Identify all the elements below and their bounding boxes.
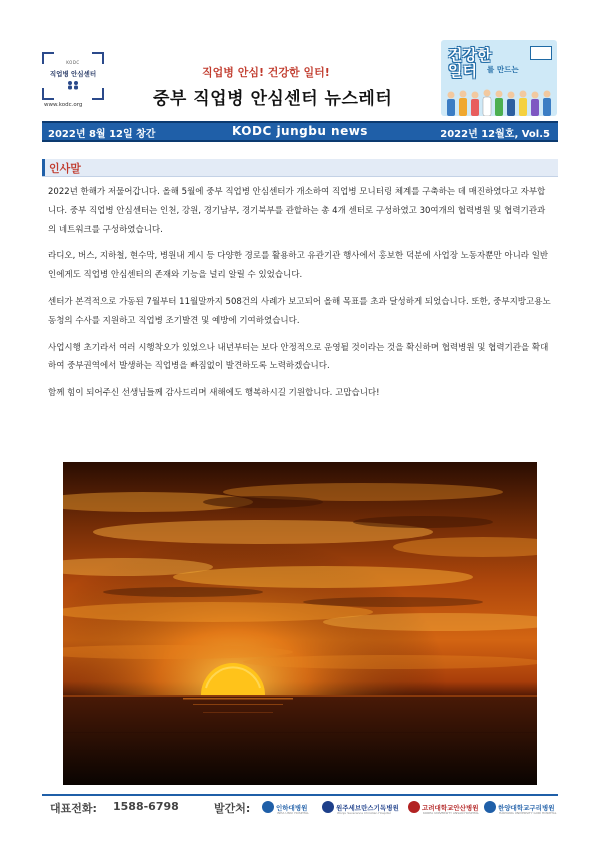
hospital-logo [322,799,399,815]
footer-divider [42,794,558,796]
hospital-name: 고려대학교안산병원 [422,803,479,812]
section-title: 인사말 [49,162,81,175]
tagline: 직업병 안심! 건강한 일터! [202,66,330,79]
publisher-label: 발간처: [214,802,251,815]
logo-frame-corner [92,88,104,100]
hospital-subname: KOREA UNIVERSITY ANSAN HOSPITAL [423,811,479,815]
phone-label: 대표전화: [50,802,97,815]
sunset-photo [63,462,537,785]
phone-number: 1588-6798 [113,800,179,813]
hospital-name: 원주세브란스기독병원 [336,803,399,812]
workers-illustration-icon [443,86,555,116]
logo-name: 직업병 안심센터 [49,70,97,78]
hospital-logo [408,799,479,815]
hospital-subname: HANYANG UNIVERSITY GURI HOSPITAL [499,811,557,815]
issue-info-bar [42,121,558,142]
kodc-logo [42,52,104,100]
section-header [42,159,558,177]
logo-frame-corner [42,88,54,100]
paragraph: 라디오, 버스, 지하철, 현수막, 병원내 게시 등 다양한 경로를 활용하고 유관기관 행사에서 홍보한 덕분에 사업장 노동자뿐만 아니라 일반인에게도 직업병 안심센터의 존재와 기능을 널리 알릴 수 있었습니다. [48,251,549,281]
hospital-subname: INHA UNIV. HOSPITAL [277,811,309,815]
paragraph: 2022년 한해가 저물어갑니다. 올해 5월에 중부 직업병 안심센터가 개소하여 직업병 모니터링 체계를 구축하는 데 매진하였다고 자부합니다. 중부 직업병 안심센터는 인천, 강원, 경기남부, 경기북부를 관할하는 총 4개 센터로 구성하였고 30여개의 협력병원 및 협력기관과의 네트워크를 구성하였습니다. [48,187,546,235]
logo-url: www.kodc.org [44,102,83,108]
hospital-subname: Wonju Severance Christian Hospital [337,811,391,815]
paragraph: 함께 힘이 되어주신 선생님들께 감사드리며 새해에도 행복하시길 기원합니다. 고맙습니다! [48,388,380,399]
hospital-emblem-icon [408,801,420,813]
newsletter-title: 중부 직업병 안심센터 뉴스레터 [153,89,393,109]
issue-number: 2022년 12월호, Vol.5 [440,129,550,140]
banner-big-text [448,47,491,79]
hospital-emblem-icon [322,801,334,813]
newsletter-name: KODC jungbu news [232,124,368,138]
banner-line-1: 건강한 [448,46,492,64]
hospital-logo [262,799,307,815]
hospital-name: 한양대학교구리병원 [498,803,555,812]
hospital-name: 인하대병원 [276,803,308,812]
hospital-emblem-icon [262,801,274,813]
banner-line-2: 일터 [448,62,477,80]
paragraph: 센터가 본격적으로 가동된 7월부터 11월말까지 508건의 사례가 보고되어 올해 목표를 초과 달성하게 되었습니다. 또한, 중부지방고용노동청의 수사를 지원하고 직업병 조기발견 및 예방에 기여하였습니다. [48,296,551,326]
paragraph: 사업시행 초기라서 여러 시행착오가 있었으나 내년부터는 보다 안정적으로 운영될 것이라는 것을 확신하며 협력병원 및 협력기관을 확대하여 중부권역에서 발생하는 직업병을 빠짐없이 발견하도록 노력하겠습니다. [48,342,549,372]
hospital-emblem-icon [484,801,496,813]
banner-small-text: 를 만드는 [487,65,519,74]
sunset-image [63,462,537,785]
founded-date: 2022년 8월 12일 창간 [48,129,156,140]
people-icon [66,80,80,90]
logo-small-text: KODC [66,60,80,65]
greeting-body [48,183,552,411]
healthy-workplace-banner [441,40,557,116]
badge-icon [530,46,552,60]
hospital-logo [484,799,555,815]
